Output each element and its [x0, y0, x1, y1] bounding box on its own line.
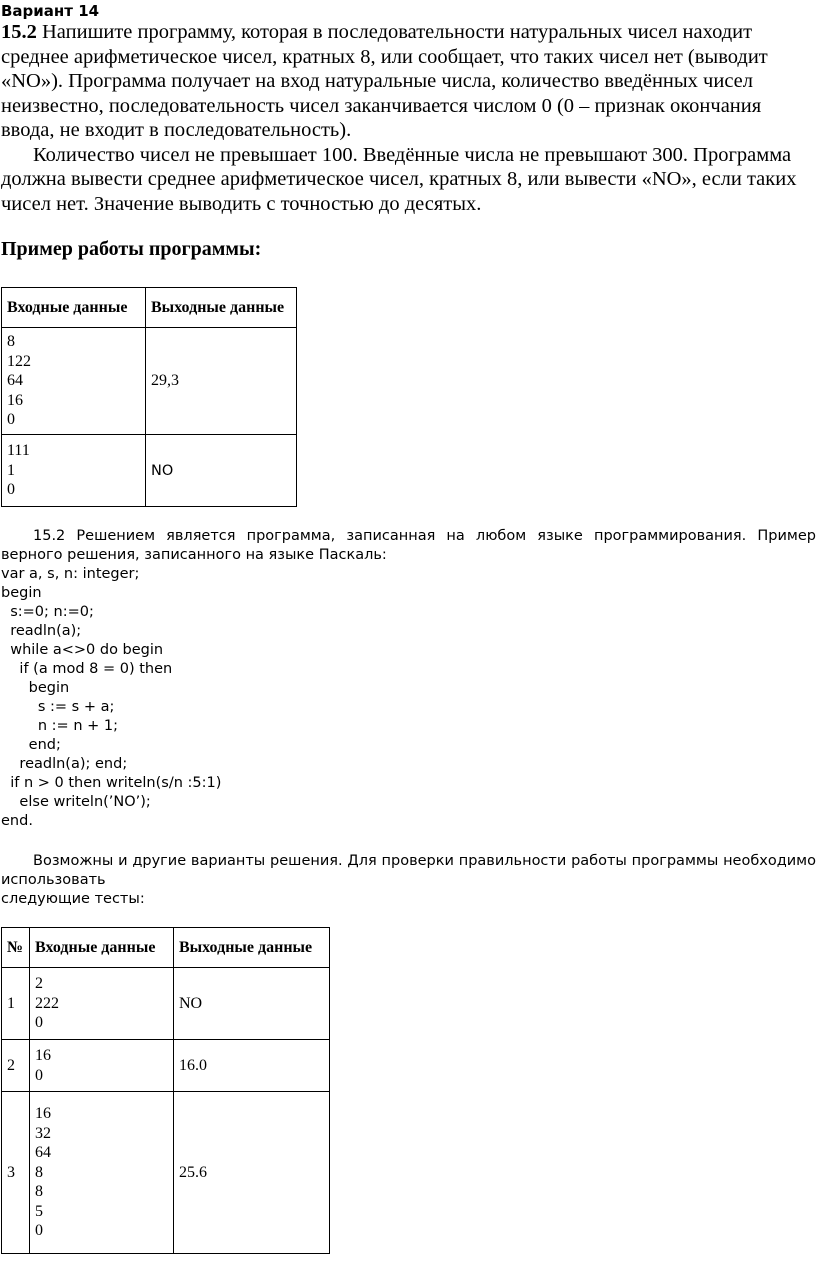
test-input-value: 0 — [35, 1014, 43, 1032]
example-input-value: 64 — [7, 372, 23, 390]
tests-row — [2, 1092, 330, 1254]
pascal-code — [1, 565, 816, 831]
example-input-value: 0 — [7, 411, 15, 429]
example-header-row — [2, 288, 297, 328]
test-input-value: 222 — [35, 994, 59, 1012]
code-line: readln(a); — [1, 623, 82, 639]
code-line: readln(a); end; — [1, 756, 128, 772]
example-output-cell: NO — [146, 435, 297, 507]
code-line: begin — [1, 680, 70, 696]
example-input-value: 8 — [7, 333, 15, 351]
code-line: end; — [1, 737, 61, 753]
example-input-cell — [2, 328, 146, 435]
test-input-value: 8 — [35, 1183, 43, 1201]
test-input-value: 8 — [35, 1163, 43, 1181]
task-text-1: Напишите программу, которая в последовательности натуральных чисел находит среднее арифметическое чисел, кратных 8, или сообщает, что таких чисел нет (выводит «NO»). Программа получает на вход натуральные числа, количество введённых чисел неизвестно, последовательность чисел заканчивается числом 0 (0 – признак окончания ввода, не входит в последовательность). — [1, 21, 768, 141]
example-input-value: 111 — [7, 442, 30, 460]
tests-table — [1, 927, 330, 1254]
tests-intro-text-2: следующие тесты: — [1, 891, 145, 907]
example-table — [1, 287, 297, 507]
code-line: n := n + 1; — [1, 718, 118, 734]
tests-row — [2, 1040, 330, 1092]
example-row — [2, 435, 297, 507]
test-input-value: 0 — [35, 1222, 43, 1240]
test-number-cell: 1 — [2, 968, 30, 1040]
example-input-value: 16 — [7, 391, 23, 409]
test-output-cell: NO — [174, 968, 330, 1040]
task-paragraph-1 — [1, 20, 813, 143]
test-input-value: 32 — [35, 1124, 51, 1142]
code-line: if (a mod 8 = 0) then — [1, 661, 173, 677]
example-header-output: Выходные данные — [146, 288, 297, 328]
test-number-cell: 3 — [2, 1092, 30, 1254]
example-input-cell — [2, 435, 146, 507]
test-output-cell: 16.0 — [174, 1040, 330, 1092]
example-row — [2, 328, 297, 435]
tests-header-number: № — [2, 928, 30, 968]
tests-header-row — [2, 928, 330, 968]
solution-section — [1, 527, 816, 831]
example-title: Пример работы программы: — [1, 238, 262, 260]
example-input-value: 1 — [7, 461, 15, 479]
test-input-value: 0 — [35, 1066, 43, 1084]
test-input-value: 2 — [35, 975, 43, 993]
test-output-cell: 25.6 — [174, 1092, 330, 1254]
solution-intro: 15.2 Решением является программа, записанная на любом языке программирования. Пример верного решения, записанного на языке Паскаль: — [1, 528, 816, 563]
example-input-value: 0 — [7, 481, 15, 499]
test-input-value: 64 — [35, 1144, 51, 1162]
test-number-cell: 2 — [2, 1040, 30, 1092]
code-line: end. — [1, 813, 33, 829]
code-line: while a<>0 do begin — [1, 642, 164, 658]
tests-intro-text: Возможны и другие варианты решения. Для проверки правильности работы программы необходимо использовать — [1, 853, 816, 888]
task-statement — [1, 20, 813, 216]
tests-row — [2, 968, 330, 1040]
test-input-cell — [30, 968, 174, 1040]
test-input-cell — [30, 1092, 174, 1254]
code-line: var a, s, n: integer; — [1, 566, 140, 582]
test-input-value: 5 — [35, 1202, 43, 1220]
tests-intro — [1, 852, 816, 909]
example-header-input: Входные данные — [2, 288, 146, 328]
test-input-value: 16 — [35, 1105, 51, 1123]
code-line: else writeln(’NO’); — [1, 794, 151, 810]
tests-header-output: Выходные данные — [174, 928, 330, 968]
task-number: 15.2 — [1, 21, 37, 43]
example-output-cell: 29,3 — [146, 328, 297, 435]
task-paragraph-2: Количество чисел не превышает 100. Введённые числа не превышают 300. Программа должна вывести среднее арифметическое чисел, кратных 8, или вывести «NO», если таких чисел нет. Значение выводить с точностью до десятых. — [1, 143, 797, 215]
test-input-value: 16 — [35, 1047, 51, 1064]
variant-title: Вариант 14 — [1, 2, 100, 20]
code-line: s := s + a; — [1, 699, 115, 715]
code-line: s:=0; n:=0; — [1, 604, 94, 620]
tests-header-input: Входные данные — [30, 928, 174, 968]
code-line: begin — [1, 585, 42, 601]
example-input-value: 122 — [7, 352, 31, 370]
code-line: if n > 0 then writeln(s/n :5:1) — [1, 775, 222, 791]
test-input-cell — [30, 1040, 174, 1092]
